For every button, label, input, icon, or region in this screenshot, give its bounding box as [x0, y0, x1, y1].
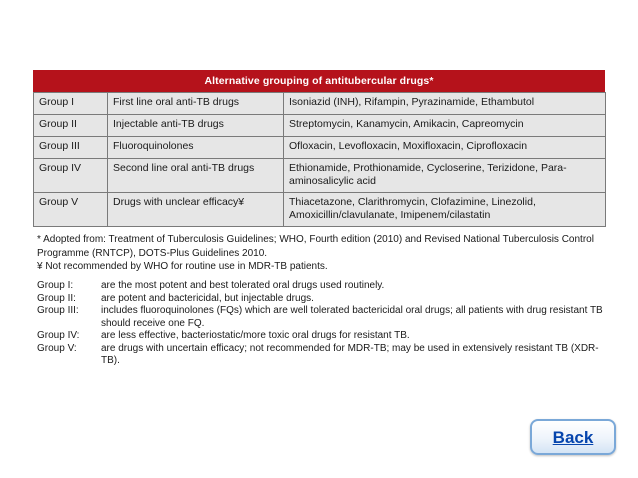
drug-grouping-table — [33, 70, 605, 227]
drugs-cell: Isoniazid (INH), Rifampin, Pyrazinamide, Ethambutol — [284, 93, 606, 115]
group-description: are the most potent and best tolerated oral drugs used routinely. — [101, 280, 385, 291]
group-label: Group II: — [37, 292, 76, 304]
drug-table-body — [33, 92, 606, 227]
group-label: Group V: — [37, 342, 77, 354]
group-description: are drugs with uncertain efficacy; not recommended for MDR-TB; may be used in extensively resistant TB (XDR-TB). — [101, 342, 599, 366]
list-item — [37, 343, 607, 368]
drugs-cell: Streptomycin, Kanamycin, Amikacin, Capreomycin — [284, 115, 606, 137]
back-button[interactable] — [530, 419, 616, 455]
list-item — [37, 280, 607, 293]
category-cell: Second line oral anti-TB drugs — [108, 159, 284, 193]
drugs-cell: Thiacetazone, Clarithromycin, Clofazimine, Linezolid, Amoxicillin/clavulanate, Imipenem/cilastatin — [284, 193, 606, 227]
group-label: Group III: — [37, 305, 79, 316]
group-descriptions — [37, 280, 607, 368]
list-item — [37, 305, 607, 330]
table-row — [34, 137, 606, 159]
category-cell: Drugs with unclear efficacy¥ — [108, 193, 284, 227]
group-label: Group I: — [37, 280, 74, 291]
footnote-source: * Adopted from: Treatment of Tuberculosis Guidelines; WHO, Fourth edition (2010) and Revised National Tuberculosis Control Programme (RNTCP), DOTS-Plus Guidelines 2010. — [37, 234, 594, 259]
table-footnotes — [37, 233, 607, 274]
group-cell: Group I — [34, 93, 108, 115]
back-link[interactable]: Back — [552, 428, 594, 447]
category-cell: First line oral anti-TB drugs — [108, 93, 284, 115]
group-cell: Group II — [34, 115, 108, 137]
list-item — [37, 330, 607, 343]
category-cell: Fluoroquinolones — [108, 137, 284, 159]
drugs-cell: Ethionamide, Prothionamide, Cycloserine, Terizidone, Para-aminosalicylic acid — [284, 159, 606, 193]
group-label: Group IV: — [37, 330, 80, 341]
table-row — [34, 159, 606, 193]
table-title: Alternative grouping of antitubercular drugs* — [33, 70, 605, 92]
table-row — [34, 93, 606, 115]
category-cell: Injectable anti-TB drugs — [108, 115, 284, 137]
drugs-cell: Ofloxacin, Levofloxacin, Moxifloxacin, Ciprofloxacin — [284, 137, 606, 159]
group-description: are less effective, bacteriostatic/more toxic oral drugs for resistant TB. — [101, 330, 410, 341]
footnote-not-recommended: ¥ Not recommended by WHO for routine use in MDR-TB patients. — [37, 261, 328, 272]
group-description: are potent and bactericidal, but injectable drugs. — [101, 292, 314, 304]
group-cell: Group III — [34, 137, 108, 159]
table-row — [34, 193, 606, 227]
list-item — [37, 293, 607, 306]
table-row — [34, 115, 606, 137]
group-cell: Group IV — [34, 159, 108, 193]
group-description: includes fluoroquinolones (FQs) which are well tolerated bactericidal oral drugs; all patients with drug resistant TB should receive one FQ. — [101, 305, 603, 329]
group-cell: Group V — [34, 193, 108, 227]
